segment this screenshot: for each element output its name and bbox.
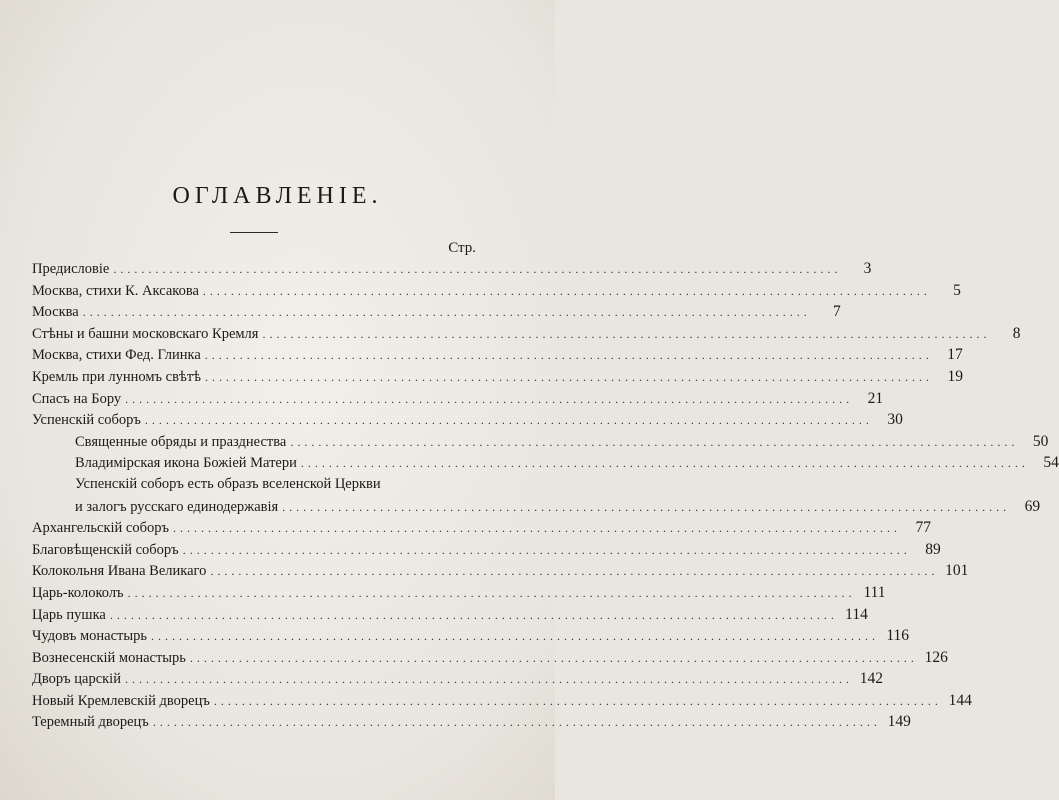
leader-dots: ........................................................................................................	[205, 369, 934, 384]
leader-dots: ........................................................................................................	[109, 607, 838, 622]
toc-entry-page: 7	[832, 303, 841, 321]
toc-entry	[32, 409, 903, 431]
leader-dots: ........................................................................................................	[113, 262, 842, 276]
toc-entry-title: Вознесенскій монастырь	[32, 649, 186, 666]
toc-subentry	[32, 474, 480, 496]
toc-entry	[32, 647, 948, 669]
toc-entry-title: Царь пушка	[32, 606, 106, 623]
toc-entry-page: 17	[947, 346, 963, 364]
leader-dots: ........................................................................................................	[124, 672, 853, 687]
toc-entry	[32, 560, 969, 582]
toc-entry-page: 21	[867, 389, 884, 407]
leader-dots: ........................................................................................................	[182, 542, 911, 557]
toc-entry-page: 149	[887, 713, 911, 731]
leader-dots: ........................................................................................................	[262, 326, 991, 341]
toc-entry	[32, 323, 1021, 345]
toc-entry-title: Москва, стихи Фед. Глинка	[32, 347, 201, 364]
toc-entry	[32, 582, 886, 604]
table-of-contents	[32, 258, 1059, 733]
leader-dots: ........................................................................................................	[125, 391, 854, 406]
leader-dots: ........................................................................................................	[213, 693, 942, 708]
toc-entry-page: 114	[845, 605, 868, 623]
toc-entry-page: 19	[947, 367, 964, 385]
toc-entry-page: 3	[863, 260, 872, 277]
title-rule	[230, 232, 278, 233]
toc-entry-page: 111	[863, 583, 886, 601]
toc-entry	[32, 690, 972, 712]
toc-entry-title: Успенскій соборъ	[32, 412, 141, 429]
leader-dots: ........................................................................................................	[210, 564, 939, 579]
toc-entry-title: Успенскій соборъ есть образъ вселенской Церкви	[75, 475, 381, 492]
toc-entry-title: Владимірская икона Божіей Матери	[75, 455, 297, 472]
toc-entry-page: 69	[1024, 497, 1041, 515]
toc-entry-title: Новый Кремлевскій дворецъ	[32, 692, 210, 709]
toc-entry	[32, 711, 911, 733]
toc-entry	[32, 301, 841, 323]
toc-entry-page: 101	[945, 562, 969, 580]
toc-entry	[32, 366, 964, 388]
toc-entry-page: 126	[924, 648, 948, 666]
leader-dots: ........................................................................................................	[82, 305, 811, 320]
leader-dots: ........................................................................................................	[204, 348, 933, 363]
toc-entry	[32, 517, 931, 539]
toc-subentry	[32, 431, 1049, 453]
toc-entry	[32, 539, 941, 561]
toc-subentry	[32, 452, 1059, 474]
leader-dots: ........................................................................................................	[300, 456, 1029, 471]
toc-entry-title: Предисловіе	[32, 261, 110, 277]
toc-entry-title: Стѣны и башни московскаго Кремля	[32, 325, 259, 342]
toc-entry-page: 116	[886, 627, 909, 645]
toc-entry-title: Кремль при лунномъ свѣтѣ	[32, 368, 202, 385]
toc-entry-page: 54	[1043, 454, 1059, 472]
toc-entry-page: 144	[948, 691, 972, 709]
leader-dots: ........................................................................................................	[202, 283, 931, 298]
toc-entry-title: Архангельскій соборъ	[32, 520, 169, 537]
toc-entry-title: Священные обряды и празднества	[75, 433, 287, 450]
leader-dots: ........................................................................................................	[189, 650, 918, 665]
toc-entry-page: 30	[887, 411, 903, 429]
leader-dots: ........................................................................................................	[144, 413, 873, 428]
toc-entry-title: Москва, стихи К. Аксакова	[32, 282, 199, 299]
toc-entry-title: Благовѣщенскій соборъ	[32, 541, 179, 558]
leader-dots: ........................................................................................................	[127, 585, 856, 600]
toc-entry-title: Дворъ царскій	[32, 671, 121, 688]
toc-entry-title: Колокольня Ивана Великаго	[32, 563, 207, 580]
toc-entry	[32, 625, 909, 647]
toc-entry-page: 8	[1012, 324, 1021, 342]
toc-entry-title: Спасъ на Бору	[32, 390, 122, 407]
toc-entry-page: 50	[1032, 432, 1049, 450]
toc-subentry-continuation	[32, 496, 1041, 518]
toc-entry-title: Царь-колоколъ	[32, 584, 124, 601]
toc-entry-page: 89	[925, 540, 941, 558]
toc-entry-title: Теремный дворецъ	[32, 714, 149, 731]
toc-entry	[32, 604, 868, 626]
toc-entry	[32, 258, 872, 280]
leader-dots: ........................................................................................................	[151, 629, 879, 644]
toc-entry	[32, 280, 961, 302]
toc-entry-page: 142	[859, 670, 883, 688]
toc-entry	[32, 388, 884, 410]
toc-entry	[32, 668, 883, 690]
page-column-header: Стр.	[448, 240, 476, 256]
leader-dots: ........................................................................................................	[172, 521, 901, 536]
toc-entry-page: 77	[915, 519, 931, 537]
toc-entry-title: и залогъ русскаго единодержавія	[75, 498, 279, 515]
toc-entry	[32, 344, 963, 366]
leader-dots: ........................................................................................................	[290, 434, 1019, 449]
leader-dots: ........................................................................................................	[152, 715, 881, 730]
toc-entry-title: Чудовъ монастырь	[32, 628, 147, 645]
toc-entry-title: Москва	[32, 304, 79, 321]
leader-dots: ........................................................................................................	[282, 499, 1011, 514]
page-title: ОГЛАВЛЕНІЕ.	[172, 183, 383, 209]
toc-entry-page: 5	[953, 281, 961, 299]
